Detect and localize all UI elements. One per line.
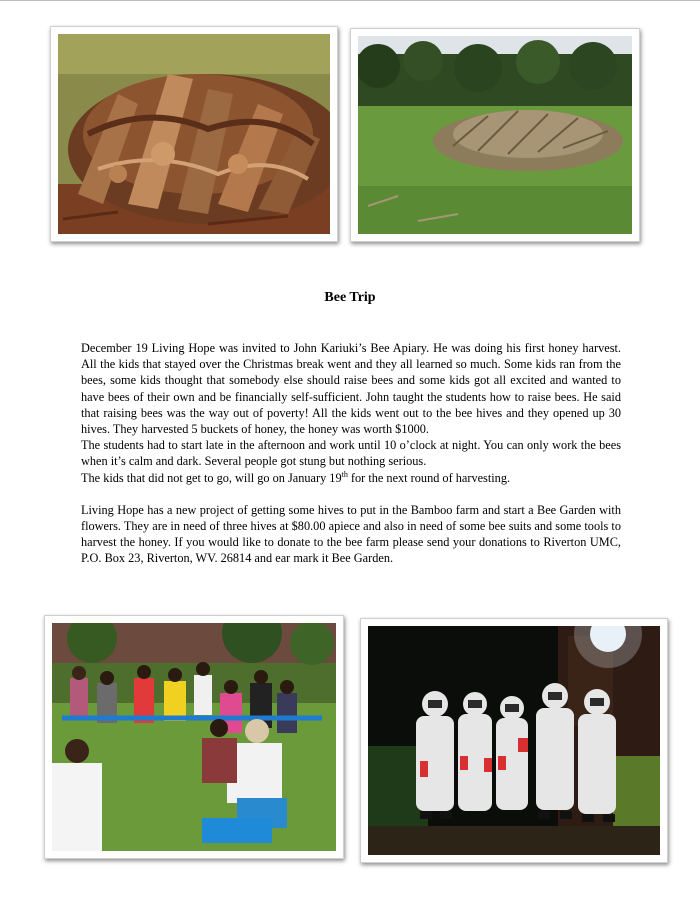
bee-suits-night-image [368,626,660,855]
paragraph-bee-apiary: December 19 Living Hope was invited to John Kariuki’s Bee Apiary. He was doing his first honey harvest. All the kids that stayed over the Christmas break went and they all learned so much. Some kids ran from the bees, some kids thought that somebody else should raise bees and some kids got all excited and wanted to have bees of their own and be financially self-sufficient. John taught the students how to raise bees. He said that raising bees was the way out of poverty! All the kids went out to the bee hives and they opened up 30 hives. They harvested 5 buckets of honey, the honey was worth $1000. [81,341,621,437]
article-title: Bee Trip [324,290,376,305]
paragraph-bee-garden-project: Living Hope has a new project of getting some hives to put in the Bamboo farm and start a Bee Garden with flowers. They are in need of three hives at $80.00 apiece and also in need of some bee suits and some tools to harvest the honey. If you would like to donate to the bee farm please send your donations to Riverton UMC, P.O. Box 23, Riverton, WV. 26814 and ear mark it Bee Garden. [81,502,621,566]
group-meeting-image [52,623,336,851]
photo-stump-pile [50,26,338,242]
photo-group-meeting [44,615,344,859]
article-body [81,340,621,567]
next-harvest-text: The kids that did not get to go, will go on January 19 [81,470,342,485]
brush-pile-image [358,36,632,234]
paragraph-late-work: The students had to start late in the afternoon and work until 10 o’clock at night. You can only work the bees when it’s calm and dark. Several people got stung but nothing serious. [81,438,621,469]
ordinal-suffix: th [341,469,348,479]
photo-brush-pile [350,28,640,242]
paragraph-next-harvest [81,470,621,486]
next-harvest-text-end: for the next round of harvesting. [347,470,511,485]
top-rule [0,0,700,1]
photo-bee-suits-night [360,618,668,863]
stump-pile-image [58,34,330,234]
